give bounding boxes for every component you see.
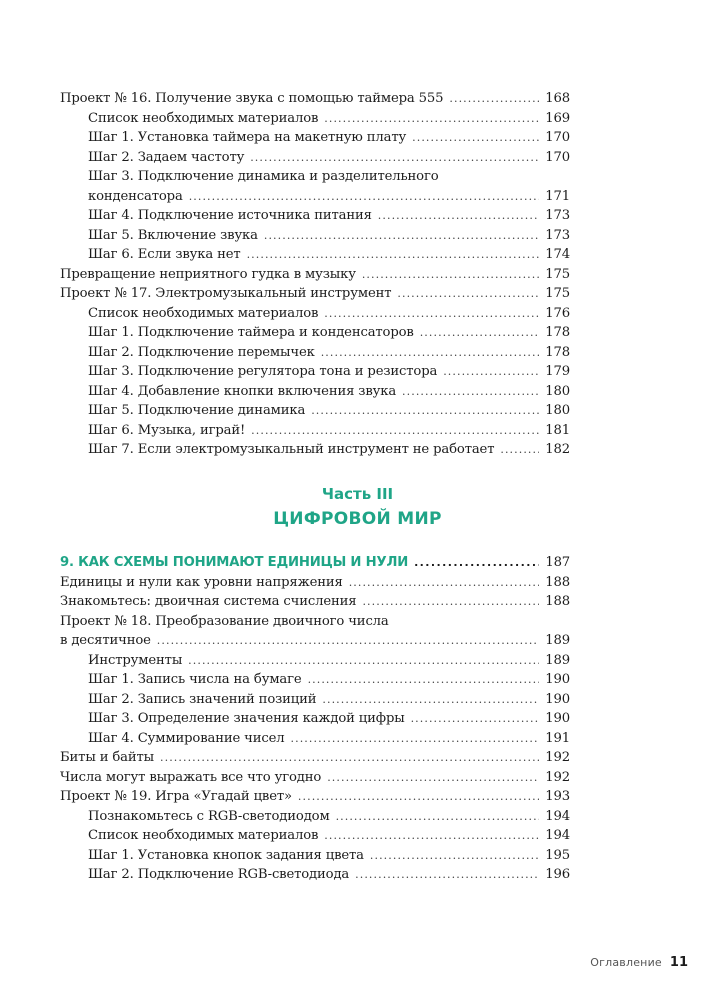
toc-entry-title: Шаг 3. Подключение регулятора тона и резистора — [88, 364, 438, 379]
toc-entry-title: Список необходимых материалов — [88, 305, 319, 321]
toc-entry-title: конденсатора — [88, 188, 183, 204]
toc-page-number: 171 — [545, 188, 570, 204]
toc-entry[interactable] — [60, 304, 570, 324]
toc-entry[interactable] — [60, 787, 570, 807]
toc-page-number: 192 — [545, 750, 570, 765]
toc-entry-title: Знакомьтесь: двоичная система счисления — [60, 594, 357, 609]
toc-page-number: 176 — [545, 305, 570, 321]
leader-dots — [500, 440, 539, 460]
page-footer — [590, 955, 688, 970]
toc-entry[interactable] — [60, 421, 570, 441]
leader-dots — [397, 284, 539, 304]
toc-page-number: 193 — [545, 789, 570, 804]
toc-entry-continuation — [60, 187, 570, 207]
toc-entry[interactable] — [60, 670, 570, 690]
toc-page-number: 191 — [545, 730, 570, 746]
toc-page-number: 180 — [545, 383, 570, 399]
toc-page-number: 194 — [545, 808, 570, 824]
toc-page-number: 175 — [545, 286, 570, 301]
leader-dots — [322, 690, 539, 710]
leader-dots — [308, 670, 540, 690]
toc-page-number: 190 — [545, 691, 570, 707]
leader-dots — [349, 573, 540, 593]
toc-entry-title: Шаг 5. Подключение динамика — [88, 403, 306, 418]
footer-section-title: Оглавление — [590, 956, 662, 969]
toc-entry-title: Шаг 2. Подключение RGB-светодиода — [88, 867, 350, 882]
leader-dots — [327, 768, 539, 788]
toc-entry[interactable] — [60, 109, 570, 129]
toc-page-number: 194 — [545, 828, 570, 843]
leader-dots — [378, 206, 539, 226]
toc-entry[interactable] — [60, 709, 570, 729]
toc-entry-title: Шаг 2. Задаем частоту — [88, 149, 245, 165]
leader-dots — [449, 89, 539, 109]
leader-dots — [324, 109, 539, 129]
chapter-title: 9. КАК СХЕМЫ ПОНИМАЮТ ЕДИНИЦЫ И НУЛИ — [60, 555, 409, 570]
toc-entry-continuation — [60, 631, 570, 651]
toc-page-number: 174 — [545, 247, 570, 262]
toc-entry[interactable] — [60, 748, 570, 768]
leader-dots — [160, 748, 539, 768]
toc-entry[interactable] — [60, 323, 570, 343]
toc-page-number: 175 — [545, 266, 570, 282]
toc-entry[interactable] — [60, 167, 570, 206]
part-label: Часть III — [321, 485, 394, 503]
toc-entry-title: Список необходимых материалов — [88, 110, 319, 126]
toc-entry-title: Шаг 1. Установка кнопок задания цвета — [88, 847, 364, 863]
toc-entry[interactable] — [60, 401, 570, 421]
toc-entry-title: Список необходимых материалов — [88, 828, 319, 843]
leader-dots — [189, 187, 540, 207]
toc-entry-title: Шаг 6. Если звука нет — [88, 247, 241, 262]
toc-page-number: 196 — [545, 867, 570, 882]
toc-page-number: 188 — [545, 574, 570, 590]
toc-entry[interactable] — [60, 265, 570, 285]
toc-entry-title: Числа могут выражать все что угодно — [60, 769, 322, 785]
toc-section-bottom — [60, 553, 570, 885]
toc-entry-title: Шаг 7. Если электромузыкальный инструмент не работает — [88, 442, 495, 457]
toc-entry-title: Шаг 1. Установка таймера на макетную плату — [88, 130, 407, 145]
toc-entry-title: Шаг 2. Подключение перемычек — [88, 344, 315, 360]
toc-entry-title: Шаг 4. Подключение источника питания — [88, 208, 372, 223]
toc-entry[interactable] — [60, 284, 570, 304]
leader-dots — [291, 729, 540, 749]
leader-dots — [251, 421, 539, 441]
toc-entry-title: Шаг 5. Включение звука — [88, 227, 258, 243]
leader-dots — [412, 128, 539, 148]
leader-dots — [157, 631, 539, 651]
toc-entry-title: Инструменты — [88, 652, 183, 668]
leader-dots — [355, 865, 539, 885]
leader-dots — [414, 553, 539, 573]
leader-dots — [311, 401, 539, 421]
toc-entry-title: Превращение неприятного гудка в музыку — [60, 266, 356, 282]
toc-entry-title: Проект № 16. Получение звука с помощью таймера 555 — [60, 91, 444, 106]
leader-dots — [298, 787, 539, 807]
leader-dots — [443, 362, 539, 382]
toc-entry-title: Проект № 19. Игра «Угадай цвет» — [60, 789, 292, 804]
toc-chapter-entry[interactable] — [60, 553, 570, 573]
leader-dots — [336, 807, 540, 827]
toc-entry-title: Шаг 4. Добавление кнопки включения звука — [88, 383, 397, 399]
leader-dots — [250, 148, 539, 168]
toc-page-number: 178 — [545, 344, 570, 360]
toc-page-number: 180 — [545, 403, 570, 418]
toc-entry[interactable] — [60, 362, 570, 382]
toc-page-number: 190 — [545, 711, 570, 726]
toc-page-number: 189 — [545, 633, 570, 648]
toc-entry[interactable] — [60, 768, 570, 788]
toc-entry-title: Шаг 1. Подключение таймера и конденсаторов — [88, 325, 414, 340]
leader-dots — [411, 709, 540, 729]
toc-entry[interactable] — [60, 651, 570, 671]
toc-entry-title-line: Шаг 3. Подключение динамика и разделительного — [88, 169, 439, 184]
toc-page-number: 182 — [545, 442, 570, 457]
leader-dots — [362, 592, 539, 612]
leader-dots — [264, 226, 539, 246]
toc-entry[interactable] — [60, 690, 570, 710]
toc-section-top — [60, 89, 570, 460]
toc-entry[interactable] — [60, 592, 570, 612]
toc-entry-title: Шаг 2. Запись значений позиций — [88, 691, 317, 707]
leader-dots — [321, 343, 540, 363]
toc-entry-title: Шаг 1. Запись числа на бумаге — [88, 672, 302, 687]
leader-dots — [420, 323, 540, 343]
chapter-page-number: 187 — [545, 555, 570, 570]
leader-dots — [324, 304, 539, 324]
toc-entry[interactable] — [60, 846, 570, 866]
toc-page-number: 181 — [545, 422, 570, 438]
leader-dots — [324, 826, 539, 846]
toc-page-number: 173 — [545, 227, 570, 243]
toc-entry[interactable] — [60, 382, 570, 402]
toc-entry[interactable] — [60, 128, 570, 148]
toc-entry-title: Проект № 17. Электромузыкальный инструмент — [60, 286, 392, 301]
leader-dots — [188, 651, 539, 671]
toc-page-number: 168 — [545, 91, 570, 106]
footer-page-number: 11 — [669, 955, 688, 970]
toc-page-number: 188 — [545, 594, 570, 609]
toc-entry-title: Шаг 3. Определение значения каждой цифры — [88, 711, 405, 726]
toc-entry-title-line: Проект № 18. Преобразование двоичного числа — [60, 613, 389, 629]
toc-entry[interactable] — [60, 89, 570, 109]
toc-entry[interactable] — [60, 206, 570, 226]
toc-page-number: 178 — [545, 325, 570, 340]
toc-entry-title: Шаг 4. Суммирование чисел — [88, 730, 285, 746]
leader-dots — [370, 846, 539, 866]
leader-dots — [402, 382, 539, 402]
toc-page-number: 190 — [545, 672, 570, 687]
toc-page-number: 179 — [545, 364, 570, 379]
toc-entry-title: Биты и байты — [60, 750, 155, 765]
toc-entry-title: Шаг 6. Музыка, играй! — [88, 422, 246, 438]
toc-page-number: 192 — [545, 769, 570, 785]
toc-page-number: 195 — [545, 847, 570, 863]
toc-entry[interactable] — [60, 343, 570, 363]
toc-entry-title: Единицы и нули как уровни напряжения — [60, 574, 343, 590]
toc-entry[interactable] — [60, 826, 570, 846]
toc-entry[interactable] — [60, 729, 570, 749]
part-title: ЦИФРОВОЙ МИР — [273, 509, 442, 529]
toc-entry-title: в десятичное — [60, 633, 151, 648]
toc-page-number: 169 — [545, 110, 570, 126]
toc-page-number: 189 — [545, 652, 570, 668]
toc-entry[interactable] — [60, 865, 570, 885]
leader-dots — [362, 265, 539, 285]
toc-page-number: 170 — [545, 149, 570, 165]
toc-entry[interactable] — [60, 807, 570, 827]
toc-entry[interactable] — [60, 245, 570, 265]
toc-entry-title: Познакомьтесь с RGB-светодиодом — [88, 808, 330, 824]
toc-entry[interactable] — [60, 148, 570, 168]
toc-entry[interactable] — [60, 573, 570, 593]
toc-page-number: 173 — [545, 208, 570, 223]
toc-entry[interactable] — [60, 226, 570, 246]
leader-dots — [247, 245, 540, 265]
toc-page-number: 170 — [545, 130, 570, 145]
toc-entry[interactable] — [60, 440, 570, 460]
toc-entry[interactable] — [60, 612, 570, 651]
